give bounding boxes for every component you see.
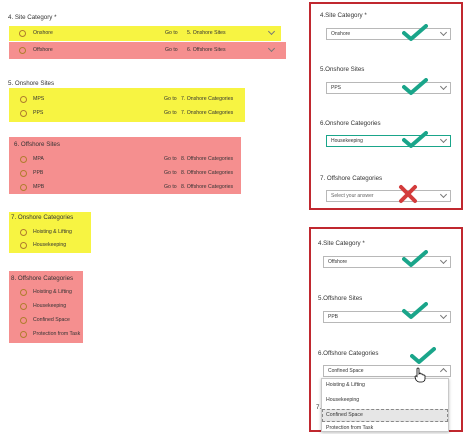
option-mps: MPS	[33, 96, 45, 102]
radio-circle-icon[interactable]	[20, 184, 27, 191]
onshore-sites-select[interactable]: PPS	[326, 82, 451, 94]
goto-label: Go to	[164, 156, 177, 162]
goto-target-select[interactable]: 8. Offshore Categories	[181, 184, 234, 190]
radio-circle-icon[interactable]	[19, 47, 26, 54]
q5-title: 5.Onshore Sites	[320, 66, 365, 73]
onshore-categories-select[interactable]: Housekeeping	[326, 135, 451, 147]
goto-label: Go to	[165, 47, 178, 53]
option-protection-from-task: Protection from Task	[33, 331, 81, 337]
radio-circle-icon[interactable]	[20, 317, 27, 324]
radio-circle-icon[interactable]	[20, 242, 27, 249]
green-check-icon	[402, 302, 428, 320]
radio-circle-icon[interactable]	[20, 170, 27, 177]
option-mpb: MPB	[33, 184, 45, 190]
option-pps: PPS	[33, 110, 44, 116]
option-housekeeping: Housekeeping	[33, 242, 67, 248]
radio-circle-icon[interactable]	[19, 30, 26, 37]
offshore-categories-title: 8. Offshore Categories	[11, 275, 74, 282]
q5-title: 5.Offshore Sites	[318, 295, 363, 302]
radio-circle-icon[interactable]	[20, 156, 27, 163]
site-category-title: 4. Site Category *	[8, 14, 57, 21]
onshore-sites-title: 5. Onshore Sites	[8, 80, 55, 87]
onshore-sites-highlight	[9, 88, 245, 122]
green-check-icon	[402, 131, 428, 149]
q6-title: 6.Onshore Categories	[320, 120, 381, 127]
offshore-categories-select[interactable]: Select your answer	[326, 190, 451, 202]
goto-target-select[interactable]: 7. Onshore Categories	[181, 96, 234, 102]
goto-label: Go to	[164, 96, 177, 102]
radio-circle-icon[interactable]	[20, 303, 27, 310]
radio-circle-icon[interactable]	[20, 331, 27, 338]
option-housekeeping: Housekeeping	[33, 303, 67, 309]
goto-label: Go to	[164, 184, 177, 190]
q7-title-partial: 7.	[316, 404, 322, 411]
q6-title: 6.Offshore Categories	[318, 350, 379, 357]
red-cross-icon	[398, 184, 418, 204]
site-category-select[interactable]: Onshore	[326, 28, 451, 40]
site-category-select[interactable]: Offshore	[323, 256, 451, 268]
option-offshore: Offshore	[33, 47, 53, 53]
offshore-sites-title: 6. Offshore Sites	[14, 141, 60, 148]
offshore-sites-select[interactable]: PPB	[323, 311, 451, 323]
radio-circle-icon[interactable]	[20, 229, 27, 236]
q7-title: 7. Offshore Categories	[320, 175, 383, 182]
radio-circle-icon[interactable]	[20, 96, 27, 103]
option-hoisting-lifting: Hoisting & Lifting	[33, 229, 72, 235]
option-mpa: MPA	[33, 156, 44, 162]
green-check-icon	[410, 347, 436, 365]
goto-label: Go to	[164, 170, 177, 176]
dropdown-item[interactable]: Protection from Task	[326, 425, 374, 431]
goto-label: Go to	[164, 110, 177, 116]
goto-target-select[interactable]: 5. Onshore Sites	[187, 30, 226, 36]
green-check-icon	[402, 24, 428, 42]
option-ppb: PPB	[33, 170, 44, 176]
radio-circle-icon[interactable]	[20, 289, 27, 296]
goto-target-select[interactable]: 8. Offshore Categories	[181, 170, 234, 176]
dropdown-item[interactable]: Housekeeping	[326, 397, 360, 403]
option-hoisting-lifting: Hoisting & Lifting	[33, 289, 72, 295]
dropdown-item[interactable]: Hoisting & Lifting	[326, 382, 365, 388]
option-confined-space: Confined Space	[33, 317, 70, 323]
goto-label: Go to	[165, 30, 178, 36]
green-check-icon	[402, 250, 428, 268]
q4-title: 4.Site Category *	[320, 12, 367, 19]
green-check-icon	[402, 78, 428, 96]
goto-target-select[interactable]: 6. Offshore Sites	[187, 47, 226, 53]
q4-title: 4.Site Category *	[318, 240, 365, 247]
hand-cursor-icon	[414, 367, 426, 383]
offshore-categories-select[interactable]: Confined Space	[323, 365, 451, 377]
radio-circle-icon[interactable]	[20, 110, 27, 117]
goto-target-select[interactable]: 8. Offshore Categories	[181, 156, 234, 162]
option-onshore: Onshore	[33, 30, 53, 36]
goto-target-select[interactable]: 7. Onshore Categories	[181, 110, 234, 116]
onshore-categories-title: 7. Onshore Categories	[11, 214, 74, 221]
dropdown-item[interactable]: Confined Space	[326, 412, 363, 418]
